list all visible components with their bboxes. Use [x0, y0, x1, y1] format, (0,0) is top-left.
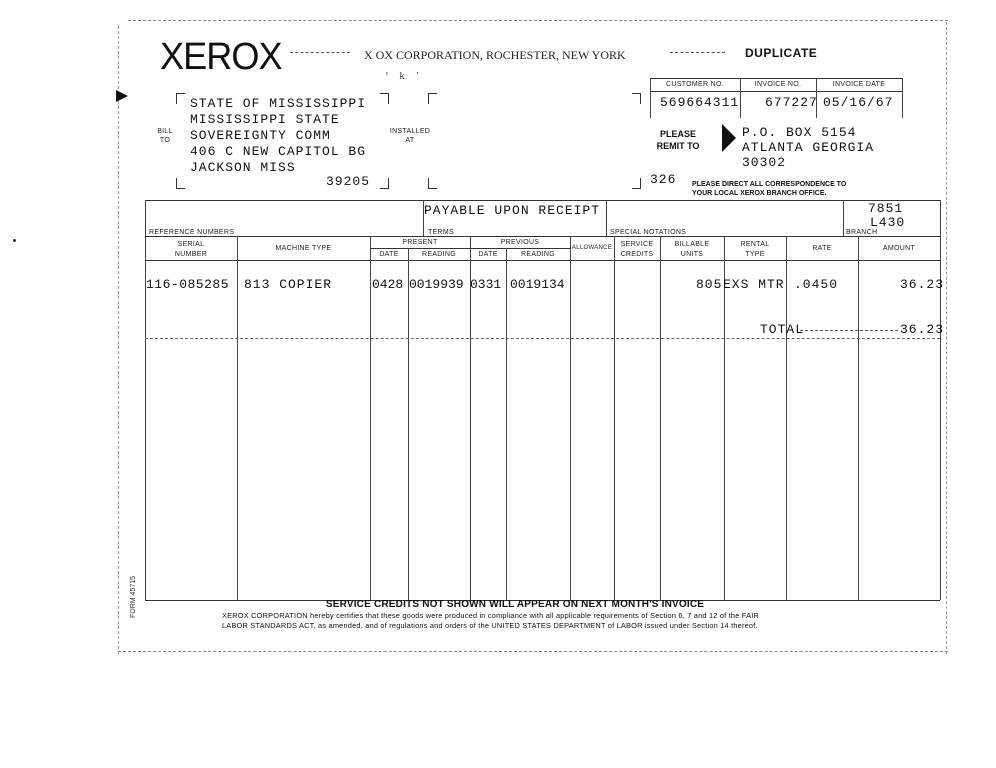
total-amount: 36.23 [900, 322, 945, 337]
header-rule-left [290, 52, 350, 53]
left-perforation [118, 26, 119, 654]
row-previous-reading: 0019134 [510, 277, 565, 292]
col-line [786, 236, 787, 600]
header-bottom-rule [145, 260, 940, 261]
previous-header: PREVIOUS [500, 239, 540, 246]
correspondence-note: PLEASE DIRECT ALL CORRESPONDENCE TO YOUR LOCAL XEROX BRANCH OFFICE. [692, 181, 847, 197]
invoice-no-label: INVOICE NO. [754, 81, 802, 88]
remit-to-address [742, 125, 874, 170]
reference-numbers-label: REFERENCE NUMBERS [149, 229, 235, 236]
row-rental-type: EXS MTR [723, 277, 785, 292]
bottom-perforation [118, 651, 948, 652]
header-top-rule [145, 236, 940, 237]
col-line [237, 236, 238, 600]
terms-top-rule [145, 200, 940, 201]
col-line [506, 248, 507, 600]
installed-corner-br [632, 178, 641, 189]
arrow-marker-icon [116, 90, 128, 102]
rental-type-header: RENTAL TYPE [740, 241, 770, 258]
top-perforation [128, 20, 948, 21]
invoice-date-value: 05/16/67 [823, 95, 894, 110]
row-previous-date: 0331 [470, 277, 502, 292]
bill-to-line: SOVEREIGNTY COMM [190, 128, 331, 143]
present-reading-header: READING [422, 251, 456, 258]
terms-label: TERMS [428, 229, 454, 236]
row-machine-type: 813 COPIER [244, 277, 333, 292]
bill-to-line: JACKSON MISS [190, 160, 296, 175]
previous-date-header: DATE [478, 251, 498, 258]
invoice-no-value: 677227 [765, 95, 818, 110]
total-label: TOTAL [760, 322, 805, 337]
allowance-header: ALLOWANCE [571, 245, 613, 251]
right-perforation [946, 22, 947, 654]
previous-reading-header: READING [521, 251, 555, 258]
invoice-info-box [650, 78, 902, 118]
customer-no-label: CUSTOMER NO. [666, 81, 724, 88]
amount-header: AMOUNT [882, 245, 916, 252]
corporation-line: X OX CORPORATION, ROCHESTER, NEW YORK [364, 48, 626, 62]
billable-units-header: BILLABLE UNITS [674, 241, 710, 258]
row-present-date: 0428 [372, 277, 404, 292]
row-rate: .0450 [794, 277, 839, 292]
duplicate-label: DUPLICATE [745, 46, 818, 60]
bill-to-label: BILL TO [157, 128, 173, 144]
form-number: FORM 45715 [130, 575, 137, 618]
serial-number-header: SERIAL NUMBER [174, 241, 208, 258]
bill-to-line: STATE OF MISSISSIPPI [190, 96, 367, 111]
rate-header: RATE [812, 245, 832, 252]
present-date-header: DATE [379, 251, 399, 258]
branch-label: BRANCH [846, 229, 878, 236]
col-line [570, 236, 571, 600]
row-separator [145, 338, 940, 339]
installed-corner-bl [428, 178, 437, 189]
remit-arrow-icon [722, 124, 736, 152]
total-leader [800, 330, 898, 331]
bill-to-line: 406 C NEW CAPITOL BG [190, 144, 367, 159]
bill-to-line: MISSISSIPPI STATE [190, 112, 340, 127]
terms-divider-3 [843, 200, 844, 236]
branch-value-1: 7851 [868, 201, 904, 216]
bill-to-zip: 39205 [326, 174, 371, 189]
margin-dot [13, 239, 16, 242]
xerox-logo: XEROX [160, 36, 282, 78]
header-rule-right [670, 52, 725, 53]
bill-to-corner-bl [176, 178, 185, 189]
remit-to-label: PLEASE REMIT TO [656, 129, 700, 151]
service-credits-note: SERVICE CREDITS NOT SHOWN WILL APPEAR ON NEXT MONTH'S INVOICE [325, 599, 705, 610]
row-present-reading: 0019939 [409, 277, 464, 292]
bill-to-corner-tr [380, 93, 389, 104]
compliance-statement: XEROX CORPORATION hereby certifies that these goods were produced in compliance with all applicable requirements of Section 6, 7 and 12 of the FAIR LABOR STANDARDS ACT, as amended, and of regulations and orders of the UNITED STATES DEPARTMENT of LABOR issued under Section 14 thereof. [222, 611, 760, 630]
service-credits-header: SERVICE CREDITS [620, 241, 654, 258]
customer-no-value: 569664311 [660, 95, 740, 110]
header-marks: ʻ k ʼ [385, 70, 424, 82]
row-amount: 36.23 [900, 277, 945, 292]
branch-value-2: L430 [870, 215, 906, 230]
remit-line: 30302 [742, 155, 787, 170]
remit-line: ATLANTA GEORGIA [742, 140, 875, 155]
installed-corner-tl [428, 93, 437, 104]
bill-to-corner-br [380, 178, 389, 189]
col-line [858, 236, 859, 600]
row-serial-number: 116-085285 [146, 277, 230, 292]
col-line [408, 248, 409, 600]
special-notations-label: SPECIAL NOTATIONS [610, 229, 687, 236]
present-header: PRESENT [402, 239, 438, 246]
invoice-date-label: INVOICE DATE [832, 81, 886, 88]
installed-corner-tr [632, 93, 641, 104]
form-right-border [940, 200, 941, 600]
machine-type-header: MACHINE TYPE [275, 245, 332, 252]
installed-at-label: INSTALLED AT [389, 128, 431, 144]
bill-to-corner-tl [176, 93, 185, 104]
row-billable-units: 805 [696, 277, 723, 292]
bill-to-address [190, 96, 366, 176]
col-line [660, 236, 661, 600]
installed-at-code: 326 [650, 172, 677, 187]
col-line [370, 236, 371, 600]
col-line [614, 236, 615, 600]
remit-line: P.O. BOX 5154 [742, 125, 857, 140]
terms-divider-2 [606, 200, 607, 236]
terms-value: PAYABLE UPON RECEIPT [424, 203, 601, 218]
